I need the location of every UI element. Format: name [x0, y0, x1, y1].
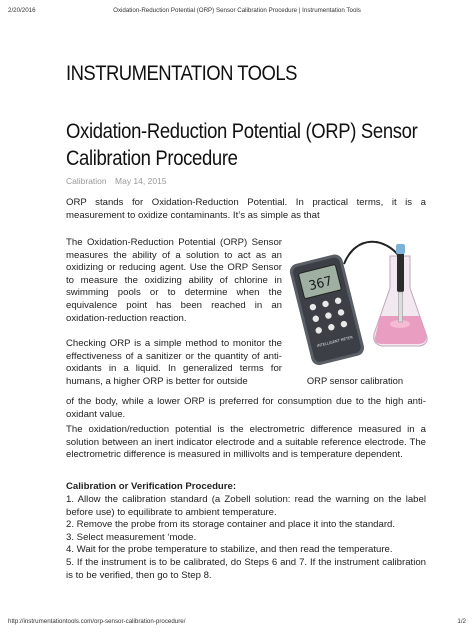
figure-caption: ORP sensor calibration — [306, 375, 404, 386]
orp-meter-image — [286, 236, 428, 368]
print-header — [8, 7, 466, 14]
meter-display-reading: 367 — [307, 273, 334, 295]
procedure-steps — [66, 494, 426, 582]
print-footer — [8, 618, 466, 625]
article-title: Oxidation-Reduction Potential (ORP) Sensor Calibration Procedure — [66, 119, 418, 170]
paragraph-orp-sensor: The Oxidation-Reduction Potential (ORP) Sensor measures the ability of a solution to act as an oxidizing or reducing agent. Use the ORP Sensor to measure the oxidizing ability of chlorine in swimming pools or to determine when the equivalence point has been reached in an oxidation-reduction reaction. — [66, 237, 282, 324]
paragraph-checking-orp: Checking ORP is a simple method to monitor the effectiveness of a sanitizer or the quantity of anti-oxidants in a liquid. In generalized terms for humans, a higher ORP is better for outside — [66, 338, 282, 387]
site-title[interactable]: INSTRUMENTATION TOOLS — [66, 62, 297, 85]
orp-meter-illustration — [286, 236, 428, 368]
print-page-title: Oxidation-Reduction Potential (ORP) Sensor Calibration Procedure | Instrumentation Tools — [113, 7, 361, 14]
category-link[interactable]: Calibration — [66, 176, 107, 186]
step-4: 4. Wait for the probe temperature to stabilize, and then read the temperature. — [66, 544, 393, 556]
paragraph-checking-orp-continued: of the body, while a lower ORP is preferred for consumption due to the high anti-oxidant value. — [66, 396, 426, 420]
page-url: http://instrumentationtools.com/orp-sensor-calibration-procedure/ — [8, 618, 186, 625]
step-3: 3. Select measurement ‘mode. — [66, 531, 197, 543]
print-date: 2/20/2016 — [8, 7, 36, 14]
article-meta — [66, 176, 173, 186]
intro-paragraph: ORP stands for Oxidation-Reduction Potential. In practical terms, it is a measurement to oxidize contaminants. It’s as simple as that — [66, 197, 426, 221]
meter-brand-label: INTELLIGENT METER — [316, 335, 354, 349]
post-date: May 14, 2015 — [115, 176, 167, 186]
step-5: 5. If the instrument is to be calibrated, do Steps 6 and 7. If the instrument calibration is to be verified, then go to Step 8. — [66, 556, 426, 581]
procedure-heading: Calibration or Verification Procedure: — [66, 481, 237, 492]
step-1: 1. Allow the calibration standard (a Zobell solution: read the warning on the label before use) to equilibrate to ambient temperature. — [66, 494, 426, 518]
page-number: 1/2 — [457, 618, 466, 625]
step-2: 2. Remove the probe from its storage container and place it into the standard. — [66, 519, 396, 531]
paragraph-electrometric: The oxidation/reduction potential is the electrometric difference measured in a solution between an inert indicator electrode and a suitable reference electrode. The electrometric difference is measured in millivolts and is temperature dependent. — [66, 424, 426, 461]
